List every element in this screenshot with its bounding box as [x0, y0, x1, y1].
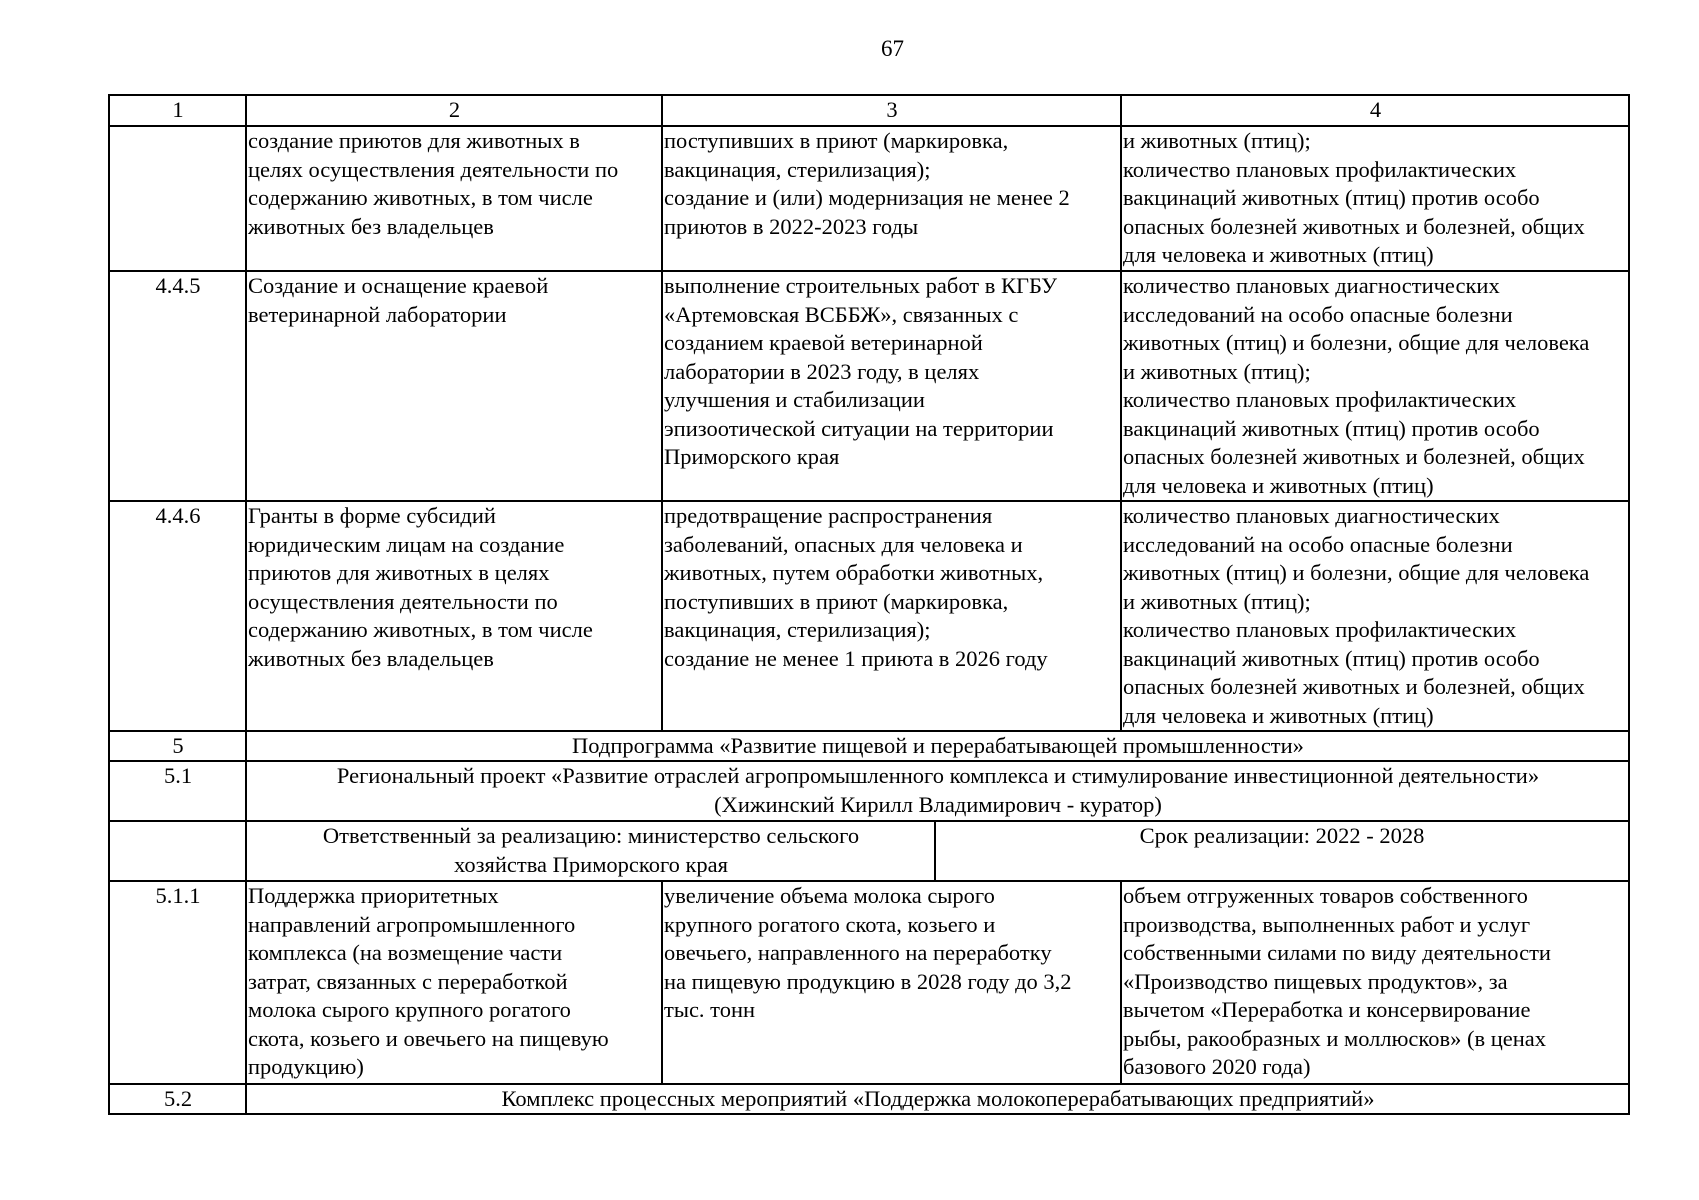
text-line: и животных (птиц);	[1123, 358, 1311, 384]
indicator	[1121, 501, 1629, 731]
text-line: Гранты в форме субсидий	[248, 503, 496, 528]
expected-result	[662, 881, 1121, 1084]
text-line: вычетом «Переработка и консервирование	[1123, 997, 1531, 1022]
text-line: для человека и животных (птиц)	[1123, 702, 1434, 728]
text-line: создание приютов для животных в	[248, 128, 580, 153]
text-line: исследований на особо опасные болезни	[1123, 301, 1513, 327]
event-name	[246, 501, 662, 731]
text-line: эпизоотической ситуации на территории	[664, 415, 1054, 441]
text-line: животных (птиц) и болезни, общие для человека	[1123, 560, 1590, 585]
text-line: ветеринарной лаборатории	[248, 301, 507, 327]
program-table	[108, 94, 1630, 1115]
text-line: объем отгруженных товаров собственного	[1123, 883, 1528, 908]
text-line: количество плановых диагностических	[1123, 503, 1500, 528]
text-line: Региональный проект «Развитие отраслей агропромышленного комплекса и стимулирование инвестиционной деятельности»	[336, 763, 1540, 788]
text-line: Создание и оснащение краевой	[248, 273, 549, 298]
text-line: Поддержка приоритетных	[248, 883, 499, 908]
text-line: комплекса (на возмещение части	[248, 940, 563, 965]
text-line: и животных (птиц);	[1123, 588, 1311, 614]
row-number: 5.1.1	[109, 881, 246, 1084]
text-line: продукцию)	[248, 1054, 364, 1079]
event-name	[246, 881, 662, 1084]
indicator	[1121, 271, 1629, 501]
text-line: затрат, связанных с переработкой	[248, 968, 568, 994]
text-line: крупного рогатого скота, козьего и	[664, 911, 996, 937]
text-line: скота, козьего и овечьего на пищевую	[248, 1025, 609, 1051]
text-line: приютов в 2022-2023 годы	[664, 213, 919, 239]
text-line: для человека и животных (птиц)	[1123, 242, 1434, 267]
text-line: вакцинаций животных (птиц) против особо	[1123, 415, 1540, 441]
text-line: направлений агропромышленного	[248, 911, 576, 937]
process-complex-title: Комплекс процессных мероприятий «Поддержка молокоперерабатывающих предприятий»	[246, 1084, 1629, 1114]
text-line: Приморского края	[664, 444, 840, 469]
text-line: количество плановых профилактических	[1123, 617, 1517, 642]
text-line: для человека и животных (птиц)	[1123, 472, 1434, 498]
process-complex-row	[109, 1084, 1629, 1114]
header-col-4: 4	[1121, 95, 1629, 126]
text-line: созданием краевой ветеринарной	[664, 330, 983, 355]
indicator	[1121, 881, 1629, 1084]
text-line: вакцинация, стерилизация);	[664, 617, 931, 642]
expected-result	[662, 271, 1121, 501]
table-row	[109, 126, 1629, 271]
indicator	[1121, 126, 1629, 271]
text-line: поступивших в приют (маркировка,	[664, 588, 1009, 614]
responsible-executor	[248, 822, 936, 880]
page-number: 67	[881, 36, 904, 61]
text-line: опасных болезней животных и болезней, общих	[1123, 213, 1585, 239]
text-line: предотвращение распространения	[664, 503, 993, 528]
text-line: опасных болезней животных и болезней, общих	[1123, 674, 1585, 699]
expected-result	[662, 126, 1121, 271]
expected-result	[662, 501, 1121, 731]
project-title	[246, 761, 1629, 821]
row-number: 4.4.5	[109, 271, 246, 501]
text-line: тыс. тонн	[664, 997, 756, 1022]
text-line: животных без владельцев	[248, 213, 494, 239]
text-line: вакцинаций животных (птиц) против особо	[1123, 185, 1540, 210]
row-number: 5.1	[109, 761, 246, 821]
text-line: собственными силами по виду деятельности	[1123, 940, 1551, 965]
text-line: создание не менее 1 приюта в 2026 году	[664, 645, 1048, 671]
text-line: заболеваний, опасных для человека и	[664, 531, 1023, 557]
text-line: целях осуществления деятельности по	[248, 156, 619, 182]
text-line: количество плановых профилактических	[1123, 156, 1517, 182]
subprogram-row	[109, 731, 1629, 761]
text-line: вакцинация, стерилизация);	[664, 156, 931, 182]
text-line: животных без владельцев	[248, 645, 494, 671]
text-line: лаборатории в 2023 году, в целях	[664, 358, 980, 384]
table-row	[109, 271, 1629, 501]
responsibility-row	[109, 821, 1629, 881]
text-line: производства, выполненных работ и услуг	[1123, 911, 1531, 937]
text-line: исследований на особо опасные болезни	[1123, 531, 1513, 557]
text-line: овечьего, направленного на переработку	[664, 940, 1052, 965]
header-row	[109, 95, 1629, 126]
table-row	[109, 501, 1629, 731]
text-line: хозяйства Приморского края	[453, 851, 729, 877]
text-line: поступивших в приют (маркировка,	[664, 128, 1009, 153]
text-line: юридическим лицам на создание	[248, 531, 565, 557]
text-line: (Хижинский Кирилл Владимирович - куратор)	[714, 791, 1162, 817]
implementation-term: Срок реализации: 2022 - 2028	[1139, 823, 1425, 848]
text-line: вакцинаций животных (птиц) против особо	[1123, 645, 1540, 671]
text-line: количество плановых диагностических	[1123, 273, 1500, 298]
header-col-2: 2	[246, 95, 662, 126]
text-line: опасных болезней животных и болезней, общих	[1123, 444, 1585, 469]
text-line: выполнение строительных работ в КГБУ	[664, 273, 1058, 298]
text-line: приютов для животных в целях	[248, 560, 550, 585]
text-line: рыбы, ракообразных и моллюсков» (в ценах	[1123, 1025, 1547, 1051]
row-number: 4.4.6	[109, 501, 246, 731]
text-line: «Производство пищевых продуктов», за	[1123, 968, 1508, 994]
text-line: животных (птиц) и болезни, общие для человека	[1123, 330, 1590, 355]
header-col-3: 3	[662, 95, 1121, 126]
text-line: осуществления деятельности по	[248, 588, 558, 614]
text-line: «Артемовская ВСББЖ», связанных с	[664, 301, 1019, 327]
row-number	[109, 126, 246, 271]
subprogram-title: Подпрограмма «Развитие пищевой и перерабатывающей промышленности»	[246, 731, 1629, 761]
table-row	[109, 881, 1629, 1084]
text-line: содержанию животных, в том числе	[248, 617, 593, 642]
row-number: 5.2	[109, 1084, 246, 1114]
text-line: содержанию животных, в том числе	[248, 185, 593, 210]
header-col-1: 1	[109, 95, 246, 126]
text-line: Ответственный за реализацию: министерство сельского	[322, 823, 860, 848]
text-line: улучшения и стабилизации	[664, 387, 925, 412]
text-line: и животных (птиц);	[1123, 128, 1311, 153]
responsibility-cell	[246, 821, 1629, 881]
text-line: животных, путем обработки животных,	[664, 560, 1044, 585]
text-line: создание и (или) модернизация не менее 2	[664, 185, 1070, 210]
project-row	[109, 761, 1629, 821]
event-name	[246, 271, 662, 501]
row-number: 5	[109, 731, 246, 761]
row-number	[109, 821, 246, 881]
text-line: молока сырого крупного рогатого	[248, 997, 571, 1022]
event-name	[246, 126, 662, 271]
text-line: на пищевую продукцию в 2028 году до 3,2	[664, 968, 1072, 994]
text-line: увеличение объема молока сырого	[664, 883, 995, 908]
text-line: базового 2020 года)	[1123, 1054, 1311, 1079]
text-line: количество плановых профилактических	[1123, 387, 1517, 412]
